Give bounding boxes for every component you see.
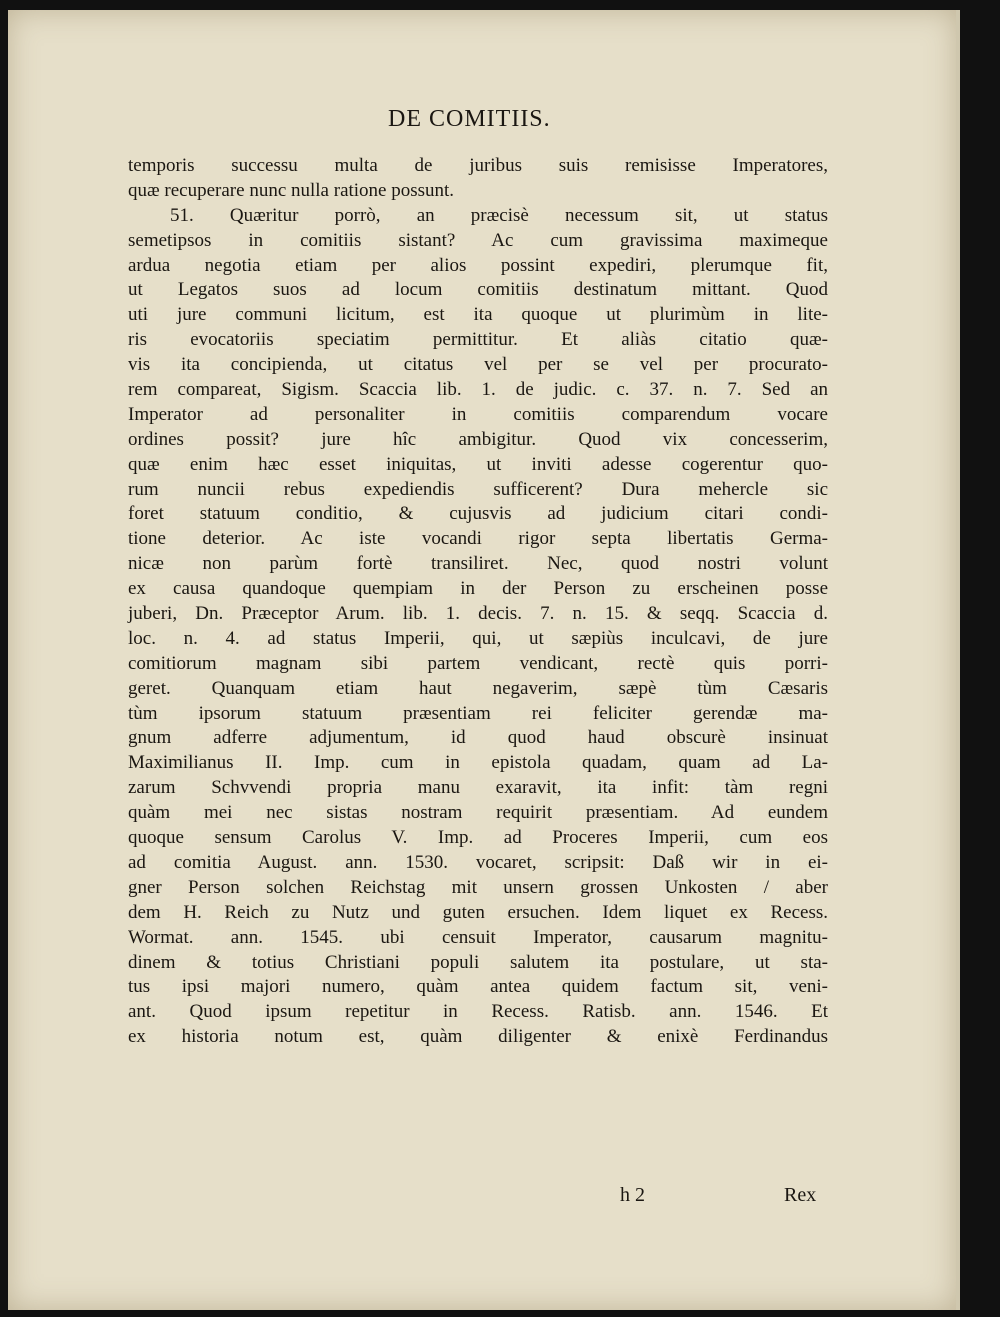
text-line: temporis successu multa de juribus suis remisisse Imperatores, (128, 155, 828, 176)
running-header: DE COMITIIS. (388, 106, 551, 132)
text-line: ut Legatos suos ad locum comitiis destinatum mittant. Quod (128, 279, 828, 301)
text-line: tione deterior. Ac iste vocandi rigor septa libertatis Germa- (128, 528, 828, 550)
text-line: dinem & totius Christiani populi salutem ita postulare, ut sta- (128, 951, 828, 973)
text-line: vis ita concipienda, ut citatus vel per se vel per procurato- (128, 354, 828, 376)
text-line: zarum Schvvendi propria manu exaravit, ita infit: tàm regni (128, 777, 828, 799)
text-line: ad comitia August. ann. 1530. vocaret, scripsit: Daß wir in ei- (128, 851, 828, 873)
text-line: gnum adferre adjumentum, id quod haud obscurè insinuat (128, 727, 828, 749)
text-line: dem H. Reich zu Nutz und guten ersuchen. Idem liquet ex Recess. (128, 901, 828, 923)
text-line: Maximilianus II. Imp. cum in epistola quadam, quam ad La- (128, 752, 828, 774)
text-line: foret statuum conditio, & cujusvis ad judicium citari condi- (128, 503, 828, 525)
text-line: rum nuncii rebus expediendis sufficerent? Dura mehercle sic (128, 478, 828, 500)
body-text (128, 154, 828, 1050)
text-line: semetipsos in comitiis sistant? Ac cum gravissima maximeque (128, 229, 828, 251)
text-line: ex causa quandoque quempiam in der Person zu erscheinen posse (128, 578, 828, 600)
text-line: ris evocatoriis speciatim permittitur. Et aliàs citatio quæ- (128, 329, 828, 351)
text-line: quoque sensum Carolus V. Imp. ad Proceres Imperii, cum eos (128, 827, 828, 849)
text-line: Imperator ad personaliter in comitiis comparendum vocare (128, 403, 828, 425)
text-line: tùm ipsorum statuum præsentiam rei feliciter gerendæ ma- (128, 702, 828, 724)
text-line: quæ enim hæc esset iniquitas, ut inviti adesse cogerentur quo- (128, 453, 828, 475)
text-line: Wormat. ann. 1545. ubi censuit Imperator, causarum magnitu- (128, 926, 828, 948)
text-line: comitiorum magnam sibi partem vendicant, rectè quis porri- (128, 652, 828, 674)
text-line: loc. n. 4. ad status Imperii, qui, ut sæpiùs inculcavi, de jure (128, 627, 828, 649)
text-line: ex historia notum est, quàm diligenter & enixè Ferdinandus (128, 1026, 828, 1048)
text-line: gner Person solchen Reichstag mit unsern grossen Unkosten / aber (128, 876, 828, 898)
text-line: ardua negotia etiam per alios possint expediri, plerumque fit, (128, 254, 828, 276)
text-line: ant. Quod ipsum repetitur in Recess. Ratisb. ann. 1546. Et (128, 1001, 828, 1023)
text-line: quàm mei nec sistas nostram requirit præsentiam. Ad eundem (128, 802, 828, 824)
text-line: ordines possit? jure hîc ambigitur. Quod vix concesserim, (128, 428, 828, 450)
book-page (8, 10, 960, 1310)
text-line: rem compareat, Sigism. Scaccia lib. 1. de judic. c. 37. n. 7. Sed an (128, 379, 828, 401)
text-line: geret. Quanquam etiam haut negaverim, sæpè tùm Cæsaris (128, 677, 828, 699)
text-line: quæ recuperare nunc nulla ratione possunt. (128, 179, 455, 201)
text-line: juberi, Dn. Præceptor Arum. lib. 1. decis. 7. n. 15. & seqq. Scaccia d. (128, 603, 828, 625)
signature-mark: h 2 (620, 1184, 645, 1206)
catchword: Rex (784, 1184, 817, 1206)
text-line: nicæ non parùm fortè transiliret. Nec, quod nostri volunt (128, 553, 828, 575)
text-line: uti jure communi licitum, est ita quoque ut plurimùm in lite- (128, 304, 828, 326)
text-line: 51. Quæritur porrò, an præcisè necessum sit, ut status (170, 204, 828, 226)
text-line: tus ipsi majori numero, quàm antea quidem factum sit, veni- (128, 976, 828, 998)
